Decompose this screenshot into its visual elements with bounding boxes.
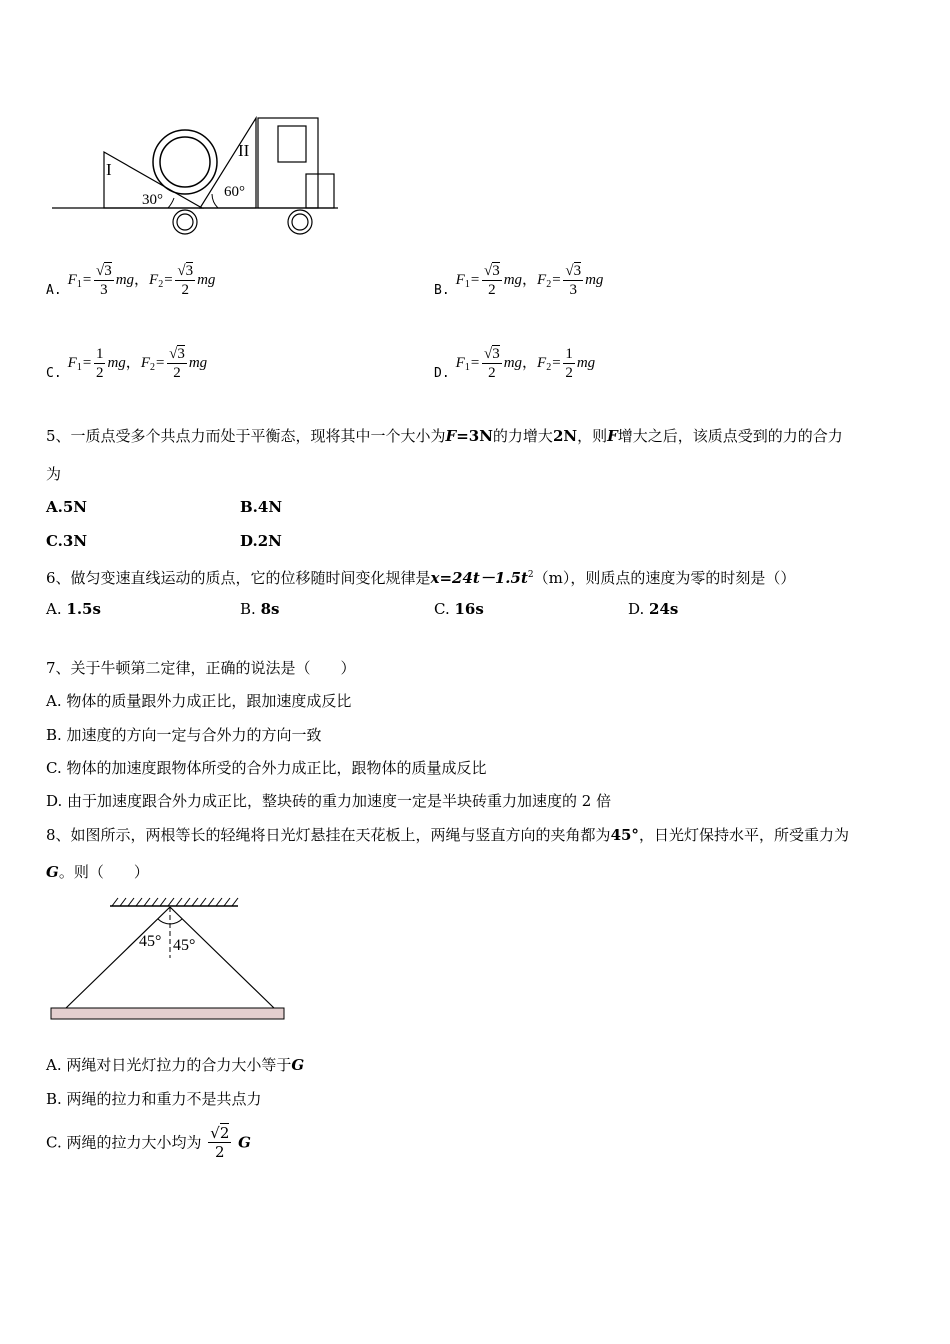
ceiling-hatch [112,898,238,906]
q5-stem-line2: 为 [46,465,62,483]
truck-cab [258,118,318,208]
q5-option-d[interactable]: D.2N [240,532,282,550]
angle-60: 60° [224,184,245,200]
label-I: I [106,160,112,179]
q6-option-b[interactable]: B. 8s [240,600,280,618]
label-II: II [238,141,250,160]
q7-stem: 7、关于牛顿第二定律，正确的说法是（ ） [46,659,356,677]
angle-30: 30° [142,192,163,208]
q8-option-c-fraction: $\frac{√2}{2}$ [210,1124,230,1161]
q8-stem-line2: G。则（ ） [46,863,149,881]
rope-right [170,907,274,1008]
q4-option-b[interactable] [434,262,603,299]
truck-pipe-figure [50,112,340,242]
q6-stem: 6、做匀变速直线运动的质点，它的位移随时间变化规律是$x=24t-1.5t^2(m)$，则质点的速度为零的时刻是（） [46,569,796,587]
truck-window [278,126,306,162]
q8-option-b[interactable]: B. 两绳的拉力和重力不是共点力 [46,1090,262,1108]
force-formula: $F_1=$ $\frac{√3}{2}$ mg，$F_2=$ $\frac{1}{2}$ mg [455,346,596,381]
q8-option-a[interactable]: A. 两绳对日光灯拉力的合力大小等于G [46,1056,305,1074]
pipe-outer [153,130,217,194]
q6-option-c[interactable]: C. 16s [434,600,484,618]
q5-stem-line1: 5、一质点受多个共点力而处于平衡态，现将其中一个大小为F=3N的力增大2N，则F增大之后，该质点受到的力的合力 [46,427,843,445]
q6-option-d[interactable]: D. 24s [628,600,679,618]
q8-option-c[interactable]: C. 两绳的拉力大小均为 $\frac{√2}{2}$ G [46,1124,251,1161]
force-formula: $F_1=$ $\frac{1}{2}$ mg，$F_2=$ $\frac{√3}{2}$ mg [67,346,208,381]
angle-left-45: 45° [139,933,162,950]
rope-left [66,907,170,1008]
q7-option-c[interactable]: C. 物体的加速度跟物体所受的合外力成正比，跟物体的质量成反比 [46,759,487,777]
force-formula: $F_1=$ $\frac{√3}{3}$ mg，$F_2=$ $\frac{√3}{2}$ mg [67,263,216,298]
lamp-tube [51,1008,284,1019]
option-label: A. [46,282,62,298]
q7-option-a[interactable]: A. 物体的质量跟外力成正比，跟加速度成反比 [46,692,352,710]
q5-option-b[interactable]: B.4N [240,498,283,516]
lamp-figure [46,894,296,1026]
option-label: B. [434,282,450,298]
q6-option-a[interactable]: A. 1.5s [46,600,101,618]
q7-option-d[interactable]: D. 由于加速度跟合外力成正比，整块砖的重力加速度一定是半块砖重力加速度的 2 倍 [46,792,612,810]
pipe-inner [160,137,210,187]
q8-stem-line1: 8、如图所示，两根等长的轻绳将日光灯悬挂在天花板上，两绳与竖直方向的夹角都为45°，日光灯保持水平，所受重力为 [46,826,849,844]
q4-option-c[interactable] [46,345,207,382]
q5-option-c[interactable]: C.3N [46,532,88,550]
option-label: D. [434,365,450,381]
q5-option-a[interactable]: A.5N [46,498,88,516]
angle-right-45: 45° [173,937,196,954]
q4-option-a[interactable] [46,262,215,299]
q4-option-d[interactable] [434,345,595,382]
option-label: C. [46,365,62,381]
q7-option-b[interactable]: B. 加速度的方向一定与合外力的方向一致 [46,726,322,744]
truck-front [306,174,334,208]
force-formula: $F_1=$ $\frac{√3}{2}$ mg，$F_2=$ $\frac{√3}{3}$ mg [455,263,604,298]
